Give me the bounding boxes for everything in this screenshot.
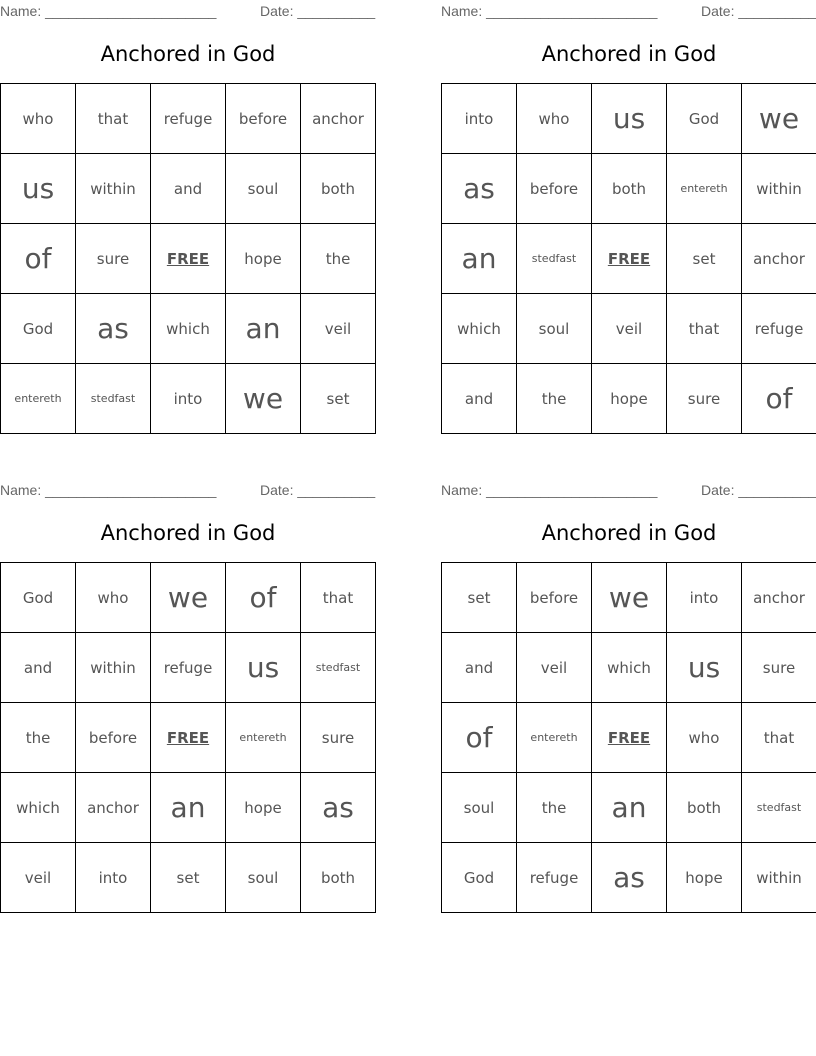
bingo-cell[interactable]: both xyxy=(667,773,742,843)
date-field[interactable]: Date: __________ xyxy=(701,482,816,498)
bingo-cell[interactable]: hope xyxy=(667,843,742,913)
bingo-cell[interactable]: refuge xyxy=(517,843,592,913)
bingo-cell[interactable]: the xyxy=(1,703,76,773)
bingo-cell[interactable]: veil xyxy=(301,294,376,364)
bingo-cell[interactable]: us xyxy=(226,633,301,703)
bingo-cell[interactable]: of xyxy=(742,364,816,434)
bingo-cell[interactable]: both xyxy=(592,154,667,224)
bingo-cell[interactable]: which xyxy=(592,633,667,703)
card-title: Anchored in God xyxy=(541,521,717,545)
date-field[interactable]: Date: __________ xyxy=(260,3,376,19)
bingo-cell[interactable]: an xyxy=(226,294,301,364)
name-field[interactable]: Name: ______________________ xyxy=(0,3,217,19)
name-field[interactable]: Name: ______________________ xyxy=(441,482,658,498)
bingo-cell[interactable]: soul xyxy=(226,154,301,224)
bingo-cell[interactable]: that xyxy=(742,703,816,773)
bingo-cell[interactable]: who xyxy=(517,84,592,154)
bingo-grid xyxy=(441,562,816,913)
bingo-cell[interactable]: sure xyxy=(742,633,816,703)
bingo-cell[interactable]: we xyxy=(226,364,301,434)
grid-row xyxy=(1,843,376,913)
bingo-cell[interactable]: both xyxy=(301,154,376,224)
grid-row xyxy=(1,364,376,434)
bingo-cell[interactable]: anchor xyxy=(742,563,816,633)
bingo-cell[interactable]: before xyxy=(517,154,592,224)
bingo-cell[interactable]: which xyxy=(1,773,76,843)
bingo-cell[interactable]: soul xyxy=(517,294,592,364)
bingo-cell[interactable]: entereth xyxy=(226,703,301,773)
bingo-cell[interactable]: that xyxy=(667,294,742,364)
bingo-cell[interactable]: who xyxy=(1,84,76,154)
bingo-cell[interactable]: us xyxy=(1,154,76,224)
bingo-cell[interactable]: refuge xyxy=(151,633,226,703)
free-space-cell[interactable]: FREE xyxy=(592,224,667,294)
bingo-cell[interactable]: within xyxy=(76,633,151,703)
bingo-cell[interactable]: set xyxy=(667,224,742,294)
bingo-cell[interactable]: before xyxy=(226,84,301,154)
bingo-cell[interactable]: hope xyxy=(226,224,301,294)
bingo-cell[interactable]: and xyxy=(151,154,226,224)
name-date-line xyxy=(0,482,376,498)
grid-row xyxy=(1,563,376,633)
bingo-cell[interactable]: set xyxy=(442,563,517,633)
bingo-cell[interactable]: the xyxy=(301,224,376,294)
bingo-grid xyxy=(0,83,376,434)
bingo-cell[interactable]: stedfast xyxy=(76,364,151,434)
bingo-cell[interactable]: the xyxy=(517,364,592,434)
free-space-cell[interactable]: FREE xyxy=(151,703,226,773)
bingo-cell[interactable]: within xyxy=(76,154,151,224)
free-space-cell[interactable]: FREE xyxy=(151,224,226,294)
bingo-cell[interactable]: entereth xyxy=(667,154,742,224)
grid-row xyxy=(442,563,816,633)
bingo-cell[interactable]: into xyxy=(76,843,151,913)
bingo-cell[interactable]: within xyxy=(742,154,816,224)
free-space-cell[interactable]: FREE xyxy=(592,703,667,773)
grid-row xyxy=(442,773,816,843)
date-field[interactable]: Date: __________ xyxy=(701,3,816,19)
bingo-cell[interactable]: both xyxy=(301,843,376,913)
bingo-cell[interactable]: stedfast xyxy=(742,773,816,843)
bingo-cell[interactable]: veil xyxy=(1,843,76,913)
bingo-cell[interactable]: an xyxy=(592,773,667,843)
bingo-cell[interactable]: as xyxy=(76,294,151,364)
bingo-cell[interactable]: into xyxy=(667,563,742,633)
grid-row xyxy=(442,294,816,364)
bingo-grid xyxy=(0,562,376,913)
grid-row xyxy=(1,154,376,224)
bingo-cell[interactable]: set xyxy=(151,843,226,913)
grid-row xyxy=(1,84,376,154)
bingo-cell[interactable]: veil xyxy=(592,294,667,364)
grid-row xyxy=(442,364,816,434)
grid-row xyxy=(1,633,376,703)
bingo-cell[interactable]: hope xyxy=(592,364,667,434)
name-date-line xyxy=(441,482,816,498)
bingo-cell[interactable]: and xyxy=(442,364,517,434)
bingo-cell[interactable]: that xyxy=(301,563,376,633)
bingo-cell[interactable]: into xyxy=(442,84,517,154)
grid-row xyxy=(442,843,816,913)
bingo-cell[interactable]: of xyxy=(226,563,301,633)
bingo-cell[interactable]: we xyxy=(151,563,226,633)
date-field[interactable]: Date: __________ xyxy=(260,482,376,498)
bingo-cell[interactable]: and xyxy=(442,633,517,703)
bingo-cell[interactable]: refuge xyxy=(151,84,226,154)
card-title: Anchored in God xyxy=(100,521,276,545)
name-field[interactable]: Name: ______________________ xyxy=(0,482,217,498)
bingo-cell[interactable]: entereth xyxy=(1,364,76,434)
bingo-cell[interactable]: soul xyxy=(226,843,301,913)
grid-row xyxy=(1,773,376,843)
bingo-cell[interactable]: us xyxy=(667,633,742,703)
bingo-cell[interactable]: God xyxy=(667,84,742,154)
bingo-cell[interactable]: veil xyxy=(517,633,592,703)
grid-row xyxy=(1,224,376,294)
grid-row xyxy=(442,84,816,154)
bingo-cell[interactable]: refuge xyxy=(742,294,816,364)
bingo-cell[interactable]: God xyxy=(442,843,517,913)
bingo-cell[interactable]: an xyxy=(151,773,226,843)
bingo-cell[interactable]: anchor xyxy=(76,773,151,843)
bingo-cell[interactable]: of xyxy=(442,703,517,773)
bingo-cell[interactable]: God xyxy=(1,294,76,364)
bingo-cell[interactable]: we xyxy=(742,84,816,154)
bingo-cell[interactable]: as xyxy=(442,154,517,224)
name-date-line xyxy=(0,3,376,19)
bingo-cell[interactable]: as xyxy=(592,843,667,913)
bingo-cell[interactable]: and xyxy=(1,633,76,703)
bingo-cell[interactable]: set xyxy=(301,364,376,434)
bingo-cell[interactable]: anchor xyxy=(742,224,816,294)
bingo-cell[interactable]: us xyxy=(592,84,667,154)
grid-row xyxy=(1,703,376,773)
bingo-cell[interactable]: as xyxy=(301,773,376,843)
bingo-grid xyxy=(441,83,816,434)
card-title: Anchored in God xyxy=(541,42,717,66)
bingo-cell[interactable]: we xyxy=(592,563,667,633)
bingo-cell[interactable]: soul xyxy=(442,773,517,843)
bingo-cell[interactable]: who xyxy=(667,703,742,773)
bingo-cell[interactable]: within xyxy=(742,843,816,913)
bingo-cell[interactable]: entereth xyxy=(517,703,592,773)
bingo-cell[interactable]: which xyxy=(442,294,517,364)
bingo-cell[interactable]: stedfast xyxy=(517,224,592,294)
bingo-cell[interactable]: anchor xyxy=(301,84,376,154)
bingo-cell[interactable]: stedfast xyxy=(301,633,376,703)
grid-row xyxy=(442,703,816,773)
bingo-cell[interactable]: into xyxy=(151,364,226,434)
bingo-cell[interactable]: God xyxy=(1,563,76,633)
bingo-cell[interactable]: the xyxy=(517,773,592,843)
grid-row xyxy=(442,224,816,294)
bingo-cell[interactable]: hope xyxy=(226,773,301,843)
grid-row xyxy=(442,633,816,703)
name-date-line xyxy=(441,3,816,19)
bingo-cell[interactable]: sure xyxy=(301,703,376,773)
bingo-cell[interactable]: an xyxy=(442,224,517,294)
card-title: Anchored in God xyxy=(100,42,276,66)
bingo-cell[interactable]: before xyxy=(517,563,592,633)
grid-row xyxy=(1,294,376,364)
bingo-cell[interactable]: sure xyxy=(76,224,151,294)
bingo-cell[interactable]: of xyxy=(1,224,76,294)
bingo-cell[interactable]: that xyxy=(76,84,151,154)
bingo-cell[interactable]: before xyxy=(76,703,151,773)
name-field[interactable]: Name: ______________________ xyxy=(441,3,658,19)
bingo-cell[interactable]: which xyxy=(151,294,226,364)
bingo-cell[interactable]: sure xyxy=(667,364,742,434)
bingo-cell[interactable]: who xyxy=(76,563,151,633)
grid-row xyxy=(442,154,816,224)
